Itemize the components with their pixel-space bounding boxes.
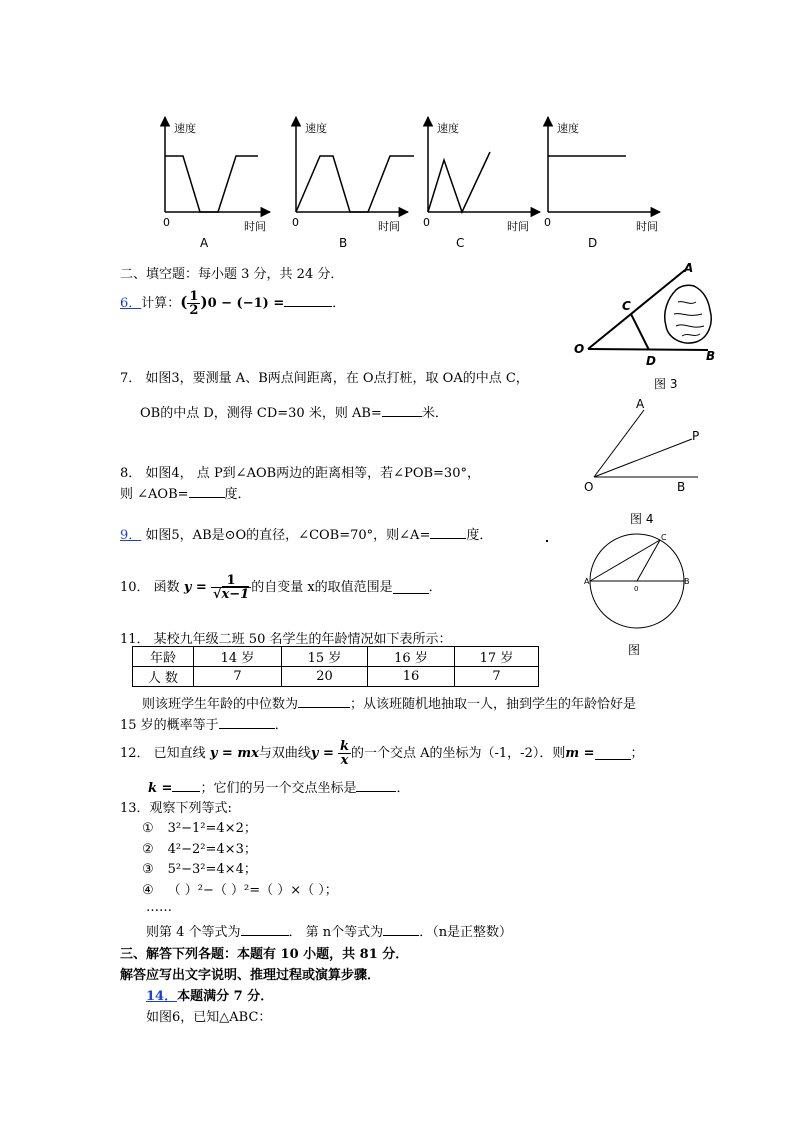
section2-heading: 二、填空题：每小题 3 分，共 24 分．: [120, 267, 344, 282]
q13-item-3: ③ 5²−3²=4×4；: [142, 862, 257, 877]
q13-ellipsis: ……: [146, 900, 172, 915]
question-6: 6．计算：( $\frac{1}{2}$ )0 − (−1) = ．: [120, 289, 346, 318]
table-row: [133, 667, 539, 687]
stray-dot: [546, 540, 548, 542]
svg-text:A: A: [584, 577, 590, 586]
table-cell: 16: [368, 667, 455, 687]
figure-5: [584, 528, 694, 660]
graph-c-label: C: [456, 236, 465, 250]
q12-point-blank[interactable]: [356, 779, 396, 792]
q11-median-blank[interactable]: [298, 695, 350, 708]
q11-probability-blank[interactable]: [219, 716, 275, 729]
q13-item-2: ② 4²−2²=4×3；: [142, 842, 257, 857]
question-8-line2: 则 ∠AOB= 度．: [120, 487, 251, 502]
graph-d-xlabel: 时间: [636, 220, 658, 233]
graph-d-label: D: [588, 236, 598, 250]
figure-3: [570, 262, 720, 392]
age-table: [132, 646, 539, 687]
question-12-line1: 12． 已知直线 y = mx与双曲线y = $\frac{k}{x}$ 的一个交点 A的坐标为（-1，-2）．则m = ；: [120, 739, 644, 768]
question-11-line2: 则该班学生年龄的中位数为 ；从该班随机地抽取一人，抽到学生的年龄恰好是: [142, 697, 637, 712]
q6-number[interactable]: 6．: [120, 296, 142, 311]
graph-c-origin: 0: [423, 216, 430, 229]
section3-instruction: 解答应写出文字说明、推理过程或演算步骤．: [120, 968, 381, 983]
graph-a-ylabel: 速度: [174, 122, 196, 135]
graph-c-xlabel: 时间: [507, 220, 529, 233]
graph-b-xlabel: 时间: [378, 220, 400, 233]
svg-text:P: P: [692, 429, 700, 443]
svg-text:D: D: [646, 354, 656, 368]
svg-text:A: A: [684, 262, 694, 275]
q6-answer-blank[interactable]: [284, 294, 332, 307]
table-cell: 年龄: [133, 647, 194, 667]
question-12-line2: k = ；它们的另一个交点坐标是 ．: [148, 781, 410, 796]
q9-number[interactable]: 9．: [120, 528, 142, 543]
table-cell: 20: [282, 667, 368, 687]
question-7-line1: 7． 如图3，要测量 A、B两点间距离，在 O点打桩，取 OA的中点 C，: [120, 371, 529, 386]
svg-text:B: B: [706, 349, 716, 363]
q13-item-4: ④ （ ）²−（ ）²=（ ）×（ ）；: [142, 883, 338, 898]
q13-fourth-blank[interactable]: [241, 923, 289, 936]
table-cell: 7: [194, 667, 282, 687]
question-7-line2: OB的中点 D，测得 CD=30 米，则 AB= 米．: [140, 406, 448, 421]
q7-answer-blank[interactable]: [382, 404, 422, 417]
table-cell: 16 岁: [368, 647, 455, 667]
figure-4: [578, 395, 708, 530]
graph-c-ylabel: 速度: [437, 122, 459, 135]
fig3-caption: 图 3: [654, 377, 678, 391]
q6-prefix: 计算：: [141, 296, 181, 311]
question-11-intro: 11． 某校九年级二班 50 名学生的年龄情况如下表所示：: [120, 632, 452, 647]
fig5-caption: 图: [628, 643, 641, 657]
graph-d-ylabel: 速度: [557, 122, 579, 135]
question-14-line2: 如图6，已知△ABC：: [146, 1010, 272, 1025]
section3-heading: 三、解答下列各题：本题有 10 小题，共 81 分．: [120, 947, 409, 962]
svg-text:A: A: [636, 397, 645, 411]
q8-answer-blank[interactable]: [189, 485, 225, 498]
q12-fraction: $\frac{k}{x}$: [339, 739, 349, 768]
graph-a: [163, 117, 270, 250]
table-cell: 17 岁: [455, 647, 539, 667]
q12-k-blank[interactable]: [172, 779, 200, 792]
svg-text:O: O: [584, 480, 594, 494]
svg-text:O: O: [574, 342, 585, 356]
table-row: [133, 647, 539, 667]
svg-text:0: 0: [634, 585, 639, 593]
q10-fraction: $\frac{1}{√x-1}$: [212, 573, 250, 602]
question-10: 10． 函数 y = $\frac{1}{√x-1}$ 的自变量 x的取值范围是 ．: [120, 573, 442, 602]
graph-d-origin: 0: [544, 216, 551, 229]
graph-a-label: A: [200, 236, 209, 250]
graph-b: [292, 117, 414, 250]
svg-text:B: B: [684, 577, 690, 586]
question-13-intro: 13．观察下列等式:: [120, 801, 232, 816]
question-11-line3: 15 岁的概率等于 ．: [120, 718, 288, 733]
table-cell: 人 数: [133, 667, 194, 687]
question-9: 9． 如图5，AB是⊙O的直径，∠COB=70°，则∠A= 度．: [120, 528, 493, 543]
svg-text:B: B: [677, 480, 686, 494]
graph-b-label: B: [339, 236, 348, 250]
graph-a-xlabel: 时间: [244, 220, 266, 233]
q6-fraction: $\frac{1}{2}$: [189, 289, 199, 318]
question-14: 14．本题满分 7 分．: [146, 989, 274, 1004]
speed-time-graphs: [150, 112, 670, 252]
graph-d: [544, 117, 660, 250]
q13-nth-blank[interactable]: [383, 923, 419, 936]
table-cell: 7: [455, 667, 539, 687]
table-cell: 14 岁: [194, 647, 282, 667]
table-cell: 15 岁: [282, 647, 368, 667]
graph-a-origin: 0: [163, 216, 170, 229]
question-8-line1: 8． 如图4， 点 P到∠AOB两边的距离相等，若∠POB=30°，: [120, 466, 480, 481]
graph-c: [423, 117, 540, 250]
q14-number[interactable]: 14．: [146, 989, 178, 1004]
question-13-final: 则第 4 个等式为 ． 第 n个等式为 ．（n是正整数）: [146, 925, 513, 940]
graph-b-origin: 0: [292, 216, 299, 229]
q13-item-1: ① 3²−1²=4×2；: [142, 821, 257, 836]
q10-answer-blank[interactable]: [393, 581, 429, 594]
fig4-caption: 图 4: [630, 512, 654, 526]
svg-text:C: C: [622, 299, 631, 313]
q9-answer-blank[interactable]: [430, 526, 466, 539]
graph-b-ylabel: 速度: [305, 122, 327, 135]
q12-m-blank[interactable]: [595, 747, 631, 760]
svg-text:C: C: [661, 533, 667, 542]
q6-expression: 0 − (−1) =: [207, 296, 285, 311]
